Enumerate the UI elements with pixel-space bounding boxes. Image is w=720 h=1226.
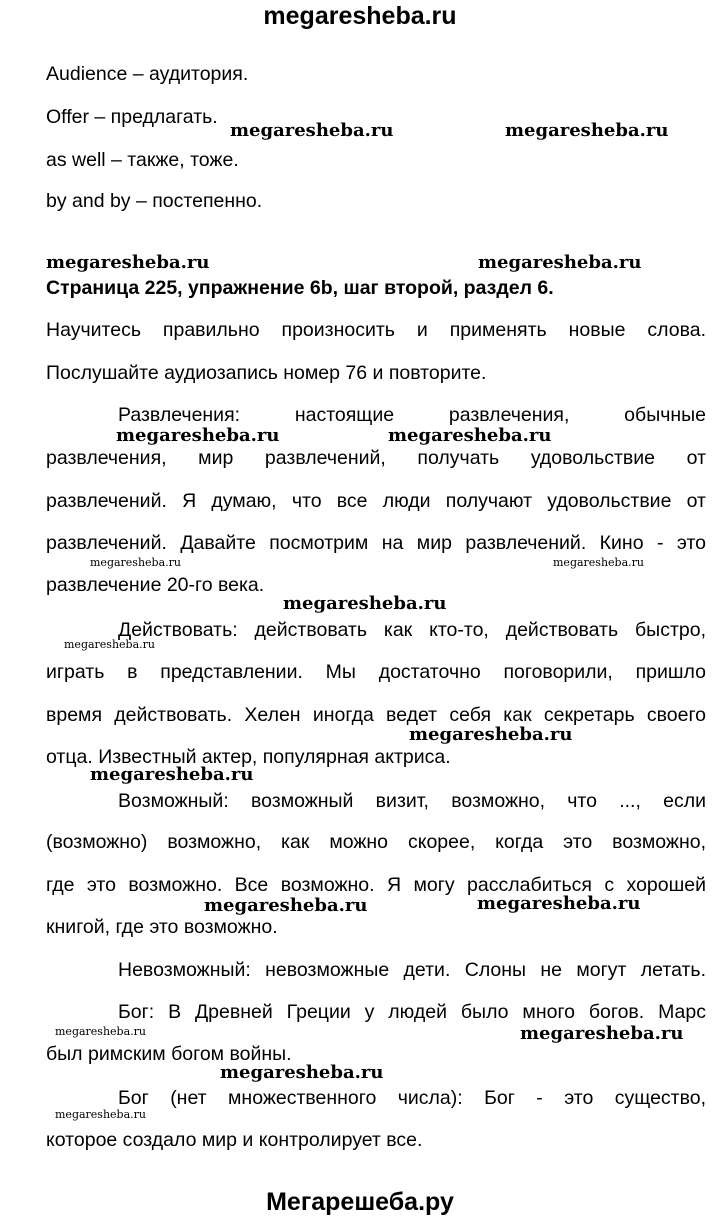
text-line: Научитесь правильно произносить и применять новые слова. [46,319,706,341]
exercise-heading: Страница 225, упражнение 6b, шаг второй, раздел 6. [46,277,554,299]
watermark: megaresheba.ru [116,425,280,446]
watermark: megaresheba.ru [55,1108,146,1121]
watermark: megaresheba.ru [477,893,641,914]
watermark: megaresheba.ru [46,252,210,273]
text-line: время действовать. Хелен иногда ведет себя как секретарь своего [46,704,706,726]
watermark: megaresheba.ru [90,556,181,569]
text-line: Возможный: возможный визит, возможно, что ..., если [118,790,706,812]
watermark: megaresheba.ru [388,425,552,446]
watermark: megaresheba.ru [204,895,368,916]
text-line: был римским богом войны. [46,1043,292,1065]
page-header: megaresheba.ru [263,2,457,30]
page-footer: Мегарешеба.ру [266,1188,454,1216]
watermark: megaresheba.ru [553,556,644,569]
text-line: книгой, где это возможно. [46,916,278,938]
text-line: играть в представлении. Мы достаточно поговорили, пришло [46,661,706,683]
watermark: megaresheba.ru [55,1025,146,1038]
watermark: megaresheba.ru [64,638,155,651]
watermark: megaresheba.ru [283,593,447,614]
watermark: megaresheba.ru [478,252,642,273]
text-line: развлечение 20-го века. [46,574,265,596]
text-line: Послушайте аудиозапись номер 76 и повторите. [46,362,487,384]
text-line: (возможно) возможно, как можно скорее, когда это возможно, [46,831,706,853]
text-line: Бог: В Древней Греции у людей было много богов. Марс [118,1001,706,1023]
text-line: где это возможно. Все возможно. Я могу расслабиться с хорошей [46,874,706,896]
text-line: развлечений. Давайте посмотрим на мир развлечений. Кино - это [46,532,706,554]
watermark: megaresheba.ru [90,764,254,785]
text-line: Действовать: действовать как кто-то, действовать быстро, [118,619,706,641]
vocab-item: Offer – предлагать. [46,106,218,128]
vocab-item: as well – также, тоже. [46,149,239,171]
watermark: megaresheba.ru [505,120,669,141]
text-line: развлечений. Я думаю, что все люди получают удовольствие от [46,490,706,512]
vocab-item: by and by – постепенно. [46,190,263,212]
watermark: megaresheba.ru [230,120,394,141]
watermark: megaresheba.ru [220,1062,384,1083]
text-line: Невозможный: невозможные дети. Слоны не могут летать. [118,959,706,981]
text-line: которое создало мир и контролирует все. [46,1129,423,1151]
watermark: megaresheba.ru [520,1023,684,1044]
text-line: Бог (нет множественного числа): Бог - это существо, [118,1087,706,1109]
watermark: megaresheba.ru [409,724,573,745]
text-line: развлечения, мир развлечений, получать удовольствие от [46,447,706,469]
vocab-item: Audience – аудитория. [46,63,249,85]
text-line: отца. Известный актер, популярная актриса. [46,746,451,768]
text-line: Развлечения: настоящие развлечения, обычные [118,404,706,426]
